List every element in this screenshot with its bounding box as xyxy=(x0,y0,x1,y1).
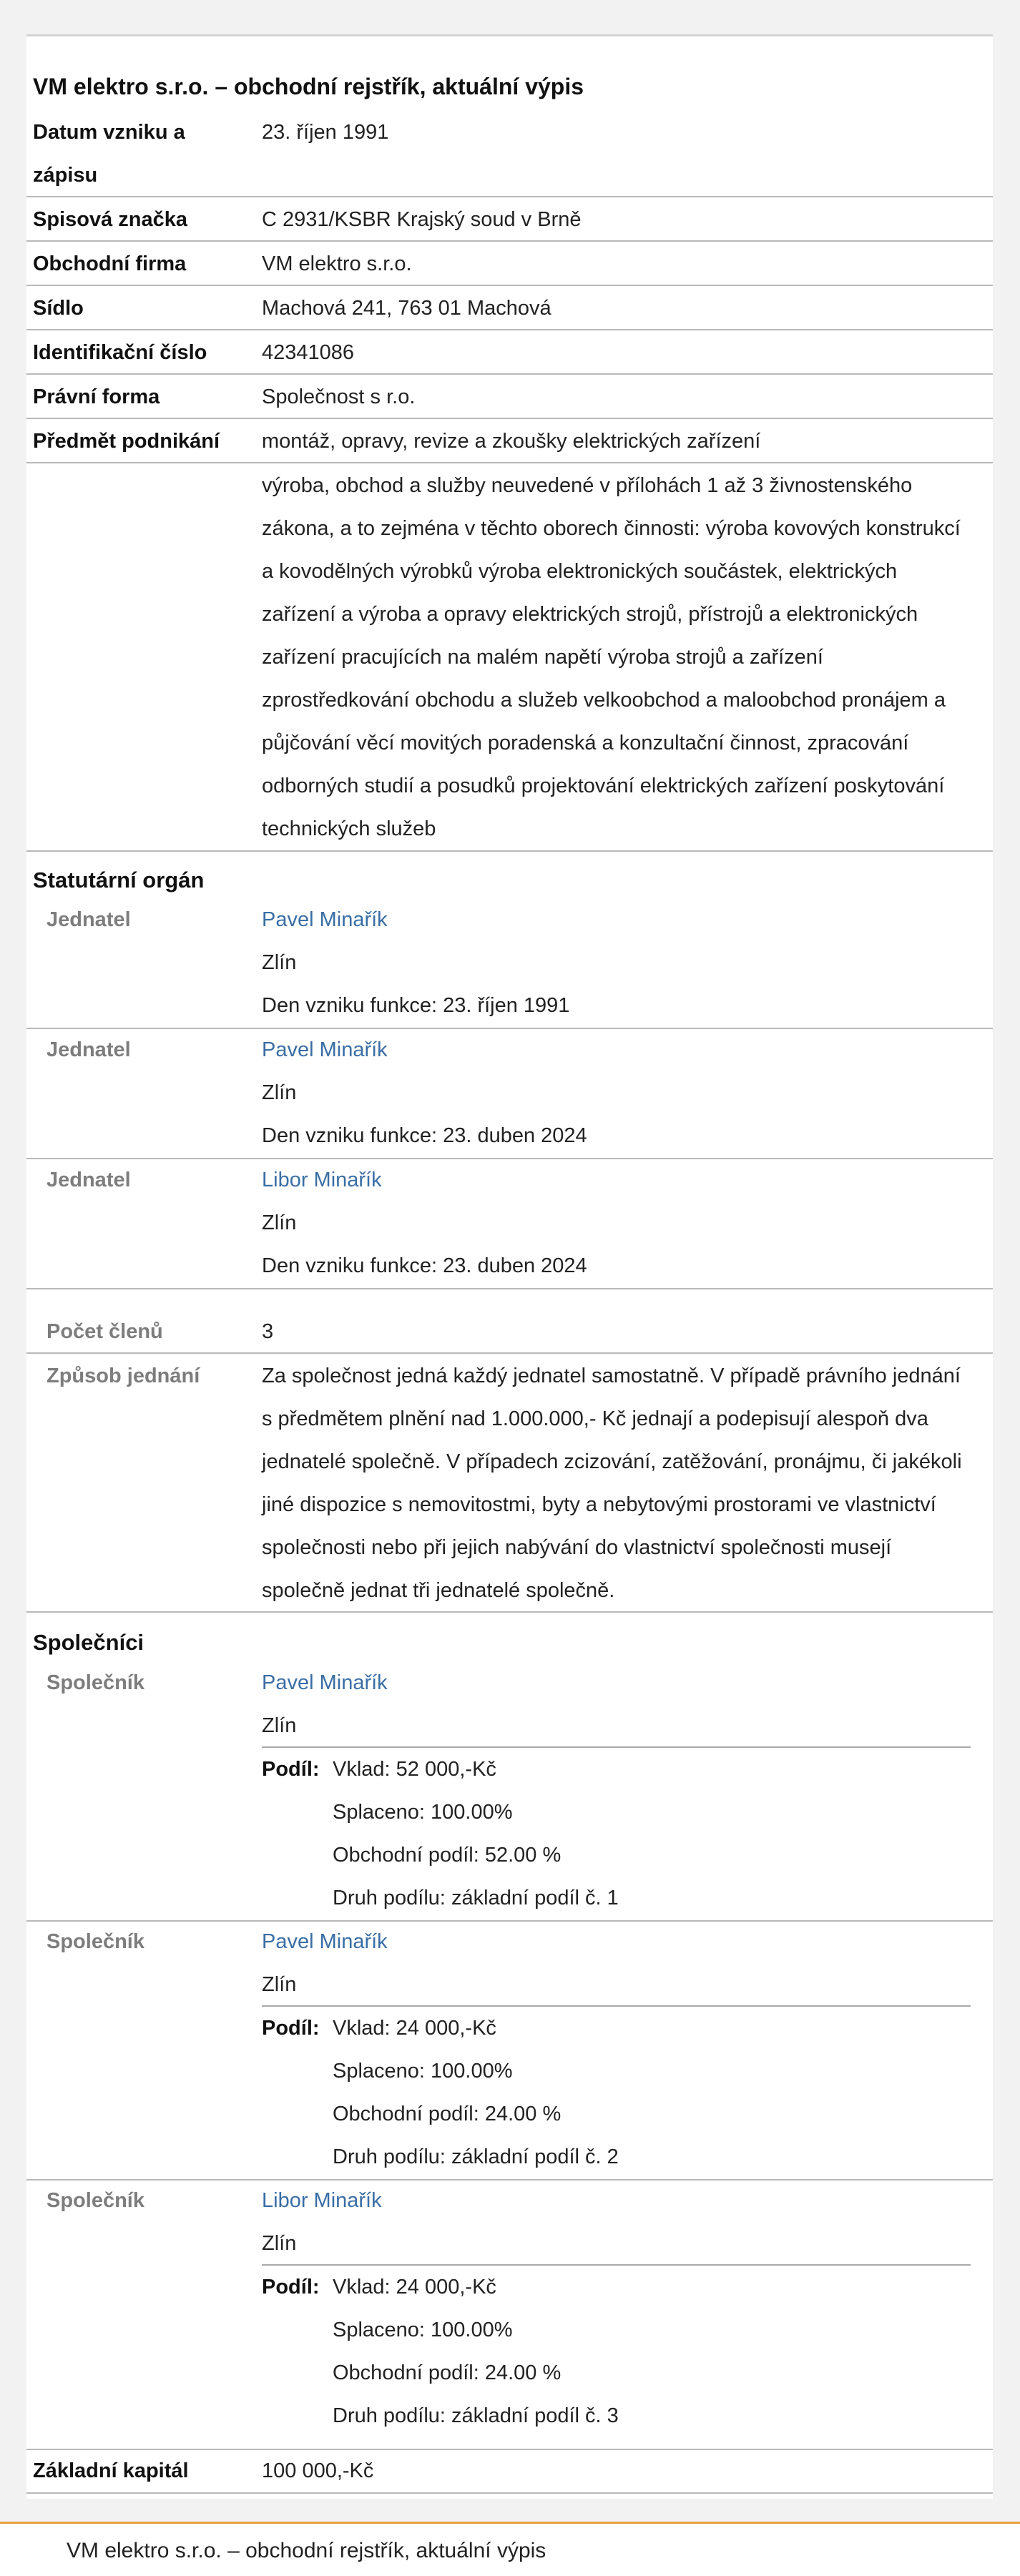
text-line: výroba, obchod a služby neuvedené v přílohách 1 až 3 živnostenského xyxy=(262,474,913,497)
label-predmet-podnikani: Předmět podnikání xyxy=(33,430,220,453)
person-city: Zlín xyxy=(262,1081,297,1104)
text-line: Za společnost jedná každý jednatel samostatně. V případě právního jednání xyxy=(262,1365,961,1387)
person-city: Zlín xyxy=(262,1211,297,1234)
text-line: zákona, a to zejména v těchto oborech činnosti: výroba kovových konstrukcí xyxy=(262,517,961,540)
podil-vklad: Vklad: 24 000,-Kč xyxy=(333,2276,496,2299)
row-divider xyxy=(26,285,993,286)
person-city: Zlín xyxy=(262,2232,297,2255)
label-spolecnik: Společník xyxy=(46,1671,144,1694)
label-zpusob-jednani: Způsob jednání xyxy=(46,1365,200,1387)
jednatel-entry xyxy=(262,1028,991,1157)
label-jednatel: Jednatel xyxy=(46,1038,131,1061)
page-footer xyxy=(0,2522,1020,2576)
row-divider xyxy=(26,1288,993,1289)
person-city: Zlín xyxy=(262,1714,297,1737)
text-line: jednatelé společně. V případech zcizování, zatěžování, pronájmu, či jakékoli xyxy=(262,1450,962,1473)
value-pocet-clenu: 3 xyxy=(262,1320,274,1343)
text-line: půjčování věcí movitých poradenská a konzultační činnost, zpracování xyxy=(262,732,909,754)
podil-splaceno: Splaceno: 100.00% xyxy=(333,1801,513,1824)
text-line: zařízení pracujících na malém napětí výroba strojů a zařízení xyxy=(262,646,823,669)
podil-obchodni: Obchodní podíl: 52.00 % xyxy=(333,1844,562,1867)
row-divider xyxy=(26,196,993,197)
section-heading-spolecnici: Společníci xyxy=(33,1630,144,1655)
person-city: Zlín xyxy=(262,951,297,974)
podil-details xyxy=(333,2007,976,2178)
value-sidlo: Machová 241, 763 01 Machová xyxy=(262,297,551,320)
row-divider xyxy=(26,373,993,375)
person-link[interactable]: Pavel Minařík xyxy=(262,1671,388,1694)
section-heading-statutarni-organ: Statutární orgán xyxy=(33,867,205,893)
footer-title: VM elektro s.r.o. – obchodní rejstřík, aktuální výpis xyxy=(67,2539,546,2562)
podil-details xyxy=(333,2266,976,2437)
row-divider xyxy=(26,850,993,852)
value-datum-vzniku: 23. říjen 1991 xyxy=(262,121,389,144)
spolecnik-entry xyxy=(262,1661,991,1747)
podil-vklad: Vklad: 24 000,-Kč xyxy=(333,2017,496,2040)
label-spolecnik: Společník xyxy=(46,2189,144,2212)
podil-splaceno: Splaceno: 100.00% xyxy=(333,2319,513,2341)
value-obchodni-firma: VM elektro s.r.o. xyxy=(262,252,412,275)
value-zpusob-jednani xyxy=(262,1355,991,1612)
label-spisova-znacka: Spisová značka xyxy=(33,208,187,231)
row-divider xyxy=(26,1352,993,1354)
label-podil: Podíl: xyxy=(262,2276,320,2299)
person-city: Zlín xyxy=(262,1973,297,1996)
row-divider xyxy=(26,2492,993,2494)
person-link[interactable]: Libor Minařík xyxy=(262,2189,382,2212)
label-zakladni-kapital: Základní kapitál xyxy=(33,2459,189,2482)
jednatel-entry xyxy=(262,898,991,1027)
podil-vklad: Vklad: 52 000,-Kč xyxy=(333,1758,496,1781)
value-ico: 42341086 xyxy=(262,341,355,364)
jednatel-entry xyxy=(262,1159,991,1287)
value-predmet-item xyxy=(262,464,991,850)
text-line: zařízení a výroba a opravy elektrických strojů, přístrojů a elektronických xyxy=(262,603,918,626)
text-line: společně jednat tři jednatelé společně. xyxy=(262,1579,615,1602)
page-title: VM elektro s.r.o. – obchodní rejstřík, aktuální výpis xyxy=(33,74,584,99)
label-jednatel: Jednatel xyxy=(46,1169,131,1191)
label-podil: Podíl: xyxy=(262,2017,320,2040)
person-link[interactable]: Pavel Minařík xyxy=(262,1930,388,1953)
row-divider xyxy=(26,240,993,242)
podil-details xyxy=(333,1748,976,1919)
register-extract-sheet xyxy=(26,34,993,2499)
row-divider xyxy=(26,418,993,419)
label-sidlo: Sídlo xyxy=(33,297,84,320)
text-line: montáž, opravy, revize a zkoušky elektrických zařízení xyxy=(262,430,761,453)
podil-obchodni: Obchodní podíl: 24.00 % xyxy=(333,2103,562,2125)
value-zakladni-kapital: 100 000,-Kč xyxy=(262,2459,374,2482)
label-pocet-clenu: Počet členů xyxy=(46,1320,163,1343)
row-divider xyxy=(26,462,993,463)
label-pravni-forma: Právní forma xyxy=(33,385,160,408)
function-start-date: Den vzniku funkce: 23. říjen 1991 xyxy=(262,994,570,1017)
value-spisova-znacka: C 2931/KSBR Krajský soud v Brně xyxy=(262,208,582,231)
podil-druh: Druh podílu: základní podíl č. 3 xyxy=(333,2404,619,2427)
text-line: zprostředkování obchodu a služeb velkoobchod a maloobchod pronájem a xyxy=(262,689,946,712)
person-link[interactable]: Pavel Minařík xyxy=(262,908,388,931)
spolecnik-entry xyxy=(262,2179,991,2265)
function-start-date: Den vzniku funkce: 23. duben 2024 xyxy=(262,1254,587,1277)
person-link[interactable]: Libor Minařík xyxy=(262,1169,382,1191)
podil-druh: Druh podílu: základní podíl č. 2 xyxy=(333,2145,619,2168)
label-podil: Podíl: xyxy=(262,1758,320,1781)
text-line: a kovodělných výrobků výroba elektronických součástek, elektrických xyxy=(262,560,898,583)
label-jednatel: Jednatel xyxy=(46,908,131,931)
text-line: jiné dispozice s nemovitostmi, byty a nebytovými prostorami ve vlastnictví xyxy=(262,1493,936,1516)
value-predmet-item xyxy=(262,420,991,463)
label-spolecnik: Společník xyxy=(46,1930,144,1953)
row-divider xyxy=(26,1611,993,1613)
label-datum-vzniku: Datum vzniku a zápisu xyxy=(33,121,185,187)
text-line: technických služeb xyxy=(262,817,436,840)
podil-obchodni: Obchodní podíl: 24.00 % xyxy=(333,2361,562,2384)
spolecnik-entry xyxy=(262,1920,991,2006)
podil-druh: Druh podílu: základní podíl č. 1 xyxy=(333,1887,619,1909)
person-link[interactable]: Pavel Minařík xyxy=(262,1038,388,1061)
podil-splaceno: Splaceno: 100.00% xyxy=(333,2060,513,2083)
function-start-date: Den vzniku funkce: 23. duben 2024 xyxy=(262,1124,587,1147)
text-line: společnosti nebo při jejich nabývání do vlastnictví společnosti musejí xyxy=(262,1536,892,1559)
row-divider xyxy=(26,329,993,330)
label-ico: Identifikační číslo xyxy=(33,341,207,364)
value-pravni-forma: Společnost s r.o. xyxy=(262,385,416,408)
text-line: odborných studií a posudků projektování elektrických zařízení poskytování xyxy=(262,775,945,797)
text-line: s předmětem plnění nad 1.000.000,- Kč jednají a podepisují alespoň dva xyxy=(262,1407,928,1430)
label-obchodni-firma: Obchodní firma xyxy=(33,252,187,275)
